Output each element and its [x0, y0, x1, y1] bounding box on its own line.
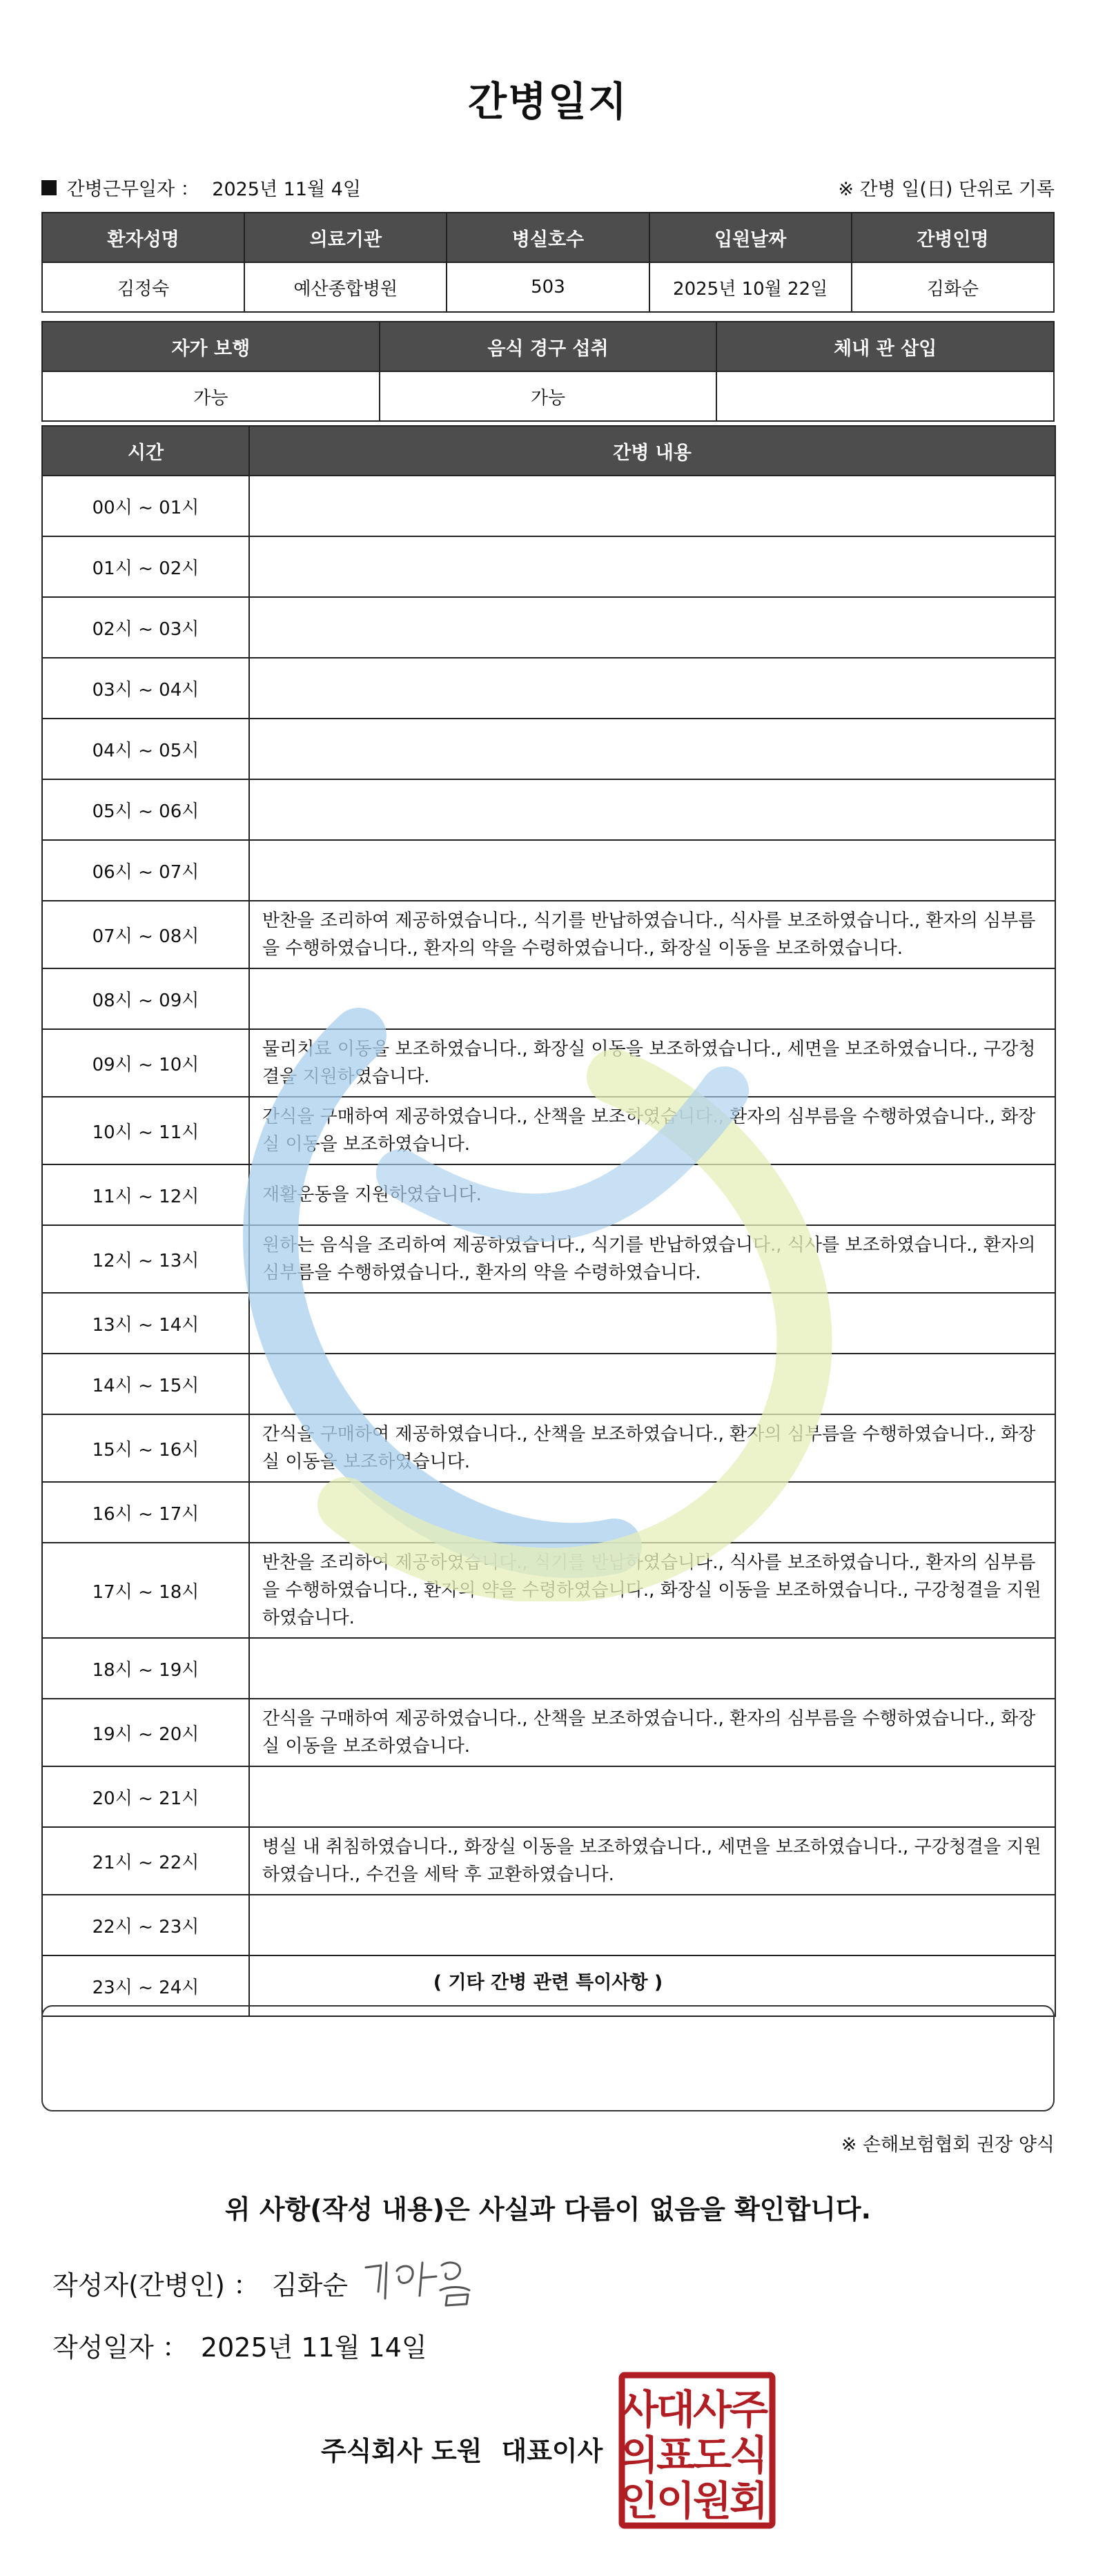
company-name: 주식회사 도원	[321, 2436, 482, 2466]
square-bullet-icon	[41, 180, 57, 195]
care-log-time: 19시 ~ 20시	[42, 1699, 249, 1766]
care-log-time: 05시 ~ 06시	[42, 779, 249, 840]
form-notice: ※ 손해보험협회 권장 양식	[841, 2134, 1055, 2156]
oral-intake-value: 가능	[380, 371, 717, 421]
care-log-row	[42, 1293, 1055, 1354]
care-log-content: 원하는 음식을 조리하여 제공하였습니다., 식기를 반납하였습니다., 식사를 보조하였습니다., 환자의 심부름을 수행하였습니다., 환자의 약을 수령하였습니다.	[249, 1225, 1055, 1293]
care-log-content: 간식을 구매하여 제공하였습니다., 산책을 보조하였습니다., 환자의 심부름을 수행하였습니다., 화장실 이동을 보조하였습니다.	[249, 1414, 1055, 1482]
care-log-content: 물리치료 이동을 보조하였습니다., 화장실 이동을 보조하였습니다., 세면을 보조하였습니다., 구강청결을 지원하였습니다.	[249, 1029, 1055, 1097]
written-date-value: 2025년 11월 14일	[200, 2332, 427, 2363]
page-title: 간병일지	[467, 78, 629, 125]
care-log-time: 23시 ~ 24시	[42, 1955, 249, 2016]
writer-name: 김화순	[271, 2270, 349, 2301]
care-log-row	[42, 1766, 1055, 1827]
seal-character: 원	[692, 2477, 732, 2524]
care-log-time: 11시 ~ 12시	[42, 1164, 249, 1225]
seal-character: 회	[729, 2477, 769, 2524]
caregiver-name: 김화순	[852, 262, 1054, 312]
care-log-row	[42, 1638, 1055, 1699]
care-log-row	[42, 719, 1055, 779]
care-log-time: 03시 ~ 04시	[42, 658, 249, 719]
care-log-time: 04시 ~ 05시	[42, 719, 249, 779]
seal-character: 주	[729, 2386, 769, 2433]
seal-character: 도	[692, 2432, 732, 2479]
patient-table-header	[42, 213, 1054, 262]
care-log-row	[42, 968, 1055, 1029]
header-tube-insertion: 체내 관 삽입	[716, 322, 1054, 371]
seal-character: 이	[656, 2477, 696, 2524]
company-line	[321, 2430, 603, 2468]
care-log-row	[42, 476, 1055, 536]
care-log-row	[42, 901, 1055, 968]
room-number: 503	[447, 262, 649, 312]
care-log-time: 07시 ~ 08시	[42, 901, 249, 968]
care-log-content	[249, 536, 1055, 597]
care-log-content: 병실 내 취침하였습니다., 화장실 이동을 보조하였습니다., 세면을 보조하였습니다., 구강청결을 지원하였습니다., 수건을 세탁 후 교환하였습니다.	[249, 1827, 1055, 1895]
unit-note: ※ 간병 일(日) 단위로 기록	[838, 179, 1055, 200]
work-date-label: 간병근무일자 ：	[66, 179, 199, 200]
care-log-row	[42, 1225, 1055, 1293]
care-log-row	[42, 1164, 1055, 1225]
care-log-row	[42, 840, 1055, 901]
seal-character: 의	[619, 2432, 659, 2479]
care-log-row	[42, 1097, 1055, 1164]
hospital-name: 예산종합병원	[244, 262, 447, 312]
seal-character: 인	[619, 2477, 659, 2524]
care-log-time: 16시 ~ 17시	[42, 1482, 249, 1543]
care-log-row	[42, 1354, 1055, 1414]
care-log-content	[249, 719, 1055, 779]
status-table-header	[42, 322, 1054, 371]
care-log-time: 15시 ~ 16시	[42, 1414, 249, 1482]
care-log-content: 반찬을 조리하여 제공하였습니다., 식기를 반납하였습니다., 식사를 보조하였습니다., 환자의 심부름을 수행하였습니다., 환자의 약을 수령하였습니다., 화장실 이동을 보조하였습니다.	[249, 901, 1055, 968]
status-table-values	[42, 371, 1054, 421]
work-date-value: 2025년 11월 4일	[212, 179, 361, 200]
care-log-time: 02시 ~ 03시	[42, 597, 249, 658]
tube-insertion-value	[716, 371, 1054, 421]
care-log-time: 09시 ~ 10시	[42, 1029, 249, 1097]
care-log-time: 00시 ~ 01시	[42, 476, 249, 536]
header-self-walking: 자가 보행	[42, 322, 380, 371]
header-care-content: 간병 내용	[249, 426, 1055, 476]
confirmation-statement: 위 사항(작성 내용)은 사실과 다름이 없음을 확인합니다.	[224, 2194, 872, 2225]
care-log-content	[249, 1293, 1055, 1354]
care-log-row	[42, 1699, 1055, 1766]
header-hospital: 의료기관	[244, 213, 447, 262]
patient-name: 김정숙	[42, 262, 244, 312]
care-log-row	[42, 597, 1055, 658]
care-log-content	[249, 968, 1055, 1029]
seal-character: 사	[619, 2386, 659, 2433]
care-log-row	[42, 779, 1055, 840]
care-log-content: 간식을 구매하여 제공하였습니다., 산책을 보조하였습니다., 환자의 심부름을 수행하였습니다., 화장실 이동을 보조하였습니다.	[249, 1097, 1055, 1164]
care-log-time: 18시 ~ 19시	[42, 1638, 249, 1699]
writer-label: 작성자(간병인) ：	[52, 2270, 260, 2301]
seal-character: 사	[692, 2386, 732, 2433]
care-log-row	[42, 1895, 1055, 1955]
work-date	[41, 174, 361, 201]
care-log-row	[42, 1029, 1055, 1097]
header-oral-intake: 음식 경구 섭취	[380, 322, 717, 371]
care-log-time: 14시 ~ 15시	[42, 1354, 249, 1414]
care-log-content	[249, 658, 1055, 719]
care-log-content: 반찬을 조리하여 제공하였습니다., 식기를 반납하였습니다., 식사를 보조하였습니다., 환자의 심부름을 수행하였습니다., 환자의 약을 수령하였습니다., 화장실 이동을 보조하였습니다., 구강청결을 지원하였습니다.	[249, 1543, 1055, 1638]
care-log-time: 01시 ~ 02시	[42, 536, 249, 597]
patient-table	[41, 212, 1055, 313]
seal-character: 식	[729, 2432, 769, 2479]
care-log-row	[42, 1482, 1055, 1543]
care-log-content	[249, 476, 1055, 536]
care-log-content	[249, 840, 1055, 901]
header-room: 병실호수	[447, 213, 649, 262]
care-log-time: 08시 ~ 09시	[42, 968, 249, 1029]
care-log-row	[42, 1543, 1055, 1638]
care-log-content: 재활운동을 지원하였습니다.	[249, 1164, 1055, 1225]
care-log-content	[249, 1482, 1055, 1543]
care-log-time: 17시 ~ 18시	[42, 1543, 249, 1638]
care-log-table	[41, 425, 1056, 2017]
meta-row	[41, 174, 1055, 204]
care-log-row	[42, 1414, 1055, 1482]
care-log-content	[249, 597, 1055, 658]
notes-box	[41, 2005, 1055, 2111]
header-patient-name: 환자성명	[42, 213, 244, 262]
company-seal-stamp	[618, 2371, 776, 2530]
care-log-content	[249, 1766, 1055, 1827]
header-admission-date: 입원날짜	[649, 213, 852, 262]
care-log-time: 06시 ~ 07시	[42, 840, 249, 901]
care-log-time: 20시 ~ 21시	[42, 1766, 249, 1827]
care-log-content	[249, 1895, 1055, 1955]
writer-line	[52, 2264, 348, 2302]
handwritten-signature	[359, 2250, 476, 2312]
written-date-line	[52, 2326, 427, 2364]
admission-date: 2025년 10월 22일	[649, 262, 852, 312]
care-log-row	[42, 536, 1055, 597]
care-log-time: 21시 ~ 22시	[42, 1827, 249, 1895]
care-log-header	[42, 426, 1055, 476]
care-log-row	[42, 658, 1055, 719]
status-table	[41, 321, 1055, 422]
care-log-time: 10시 ~ 11시	[42, 1097, 249, 1164]
header-time: 시간	[42, 426, 249, 476]
seal-character: 표	[656, 2432, 696, 2479]
care-log-time: 12시 ~ 13시	[42, 1225, 249, 1293]
seal-character: 대	[656, 2386, 696, 2433]
notes-title: ( 기타 간병 관련 특이사항 )	[433, 1972, 663, 1993]
care-log-content: 간식을 구매하여 제공하였습니다., 산책을 보조하였습니다., 환자의 심부름을 수행하였습니다., 화장실 이동을 보조하였습니다.	[249, 1699, 1055, 1766]
header-caregiver: 간병인명	[852, 213, 1054, 262]
patient-table-values	[42, 262, 1054, 312]
care-log-row	[42, 1827, 1055, 1895]
care-log-content	[249, 1354, 1055, 1414]
care-log-content	[249, 1638, 1055, 1699]
company-rep: 대표이사	[501, 2436, 603, 2466]
self-walking-value: 가능	[42, 371, 380, 421]
care-log-time: 22시 ~ 23시	[42, 1895, 249, 1955]
written-date-label: 작성일자 ：	[52, 2332, 188, 2363]
care-log-time: 13시 ~ 14시	[42, 1293, 249, 1354]
care-log-content	[249, 779, 1055, 840]
